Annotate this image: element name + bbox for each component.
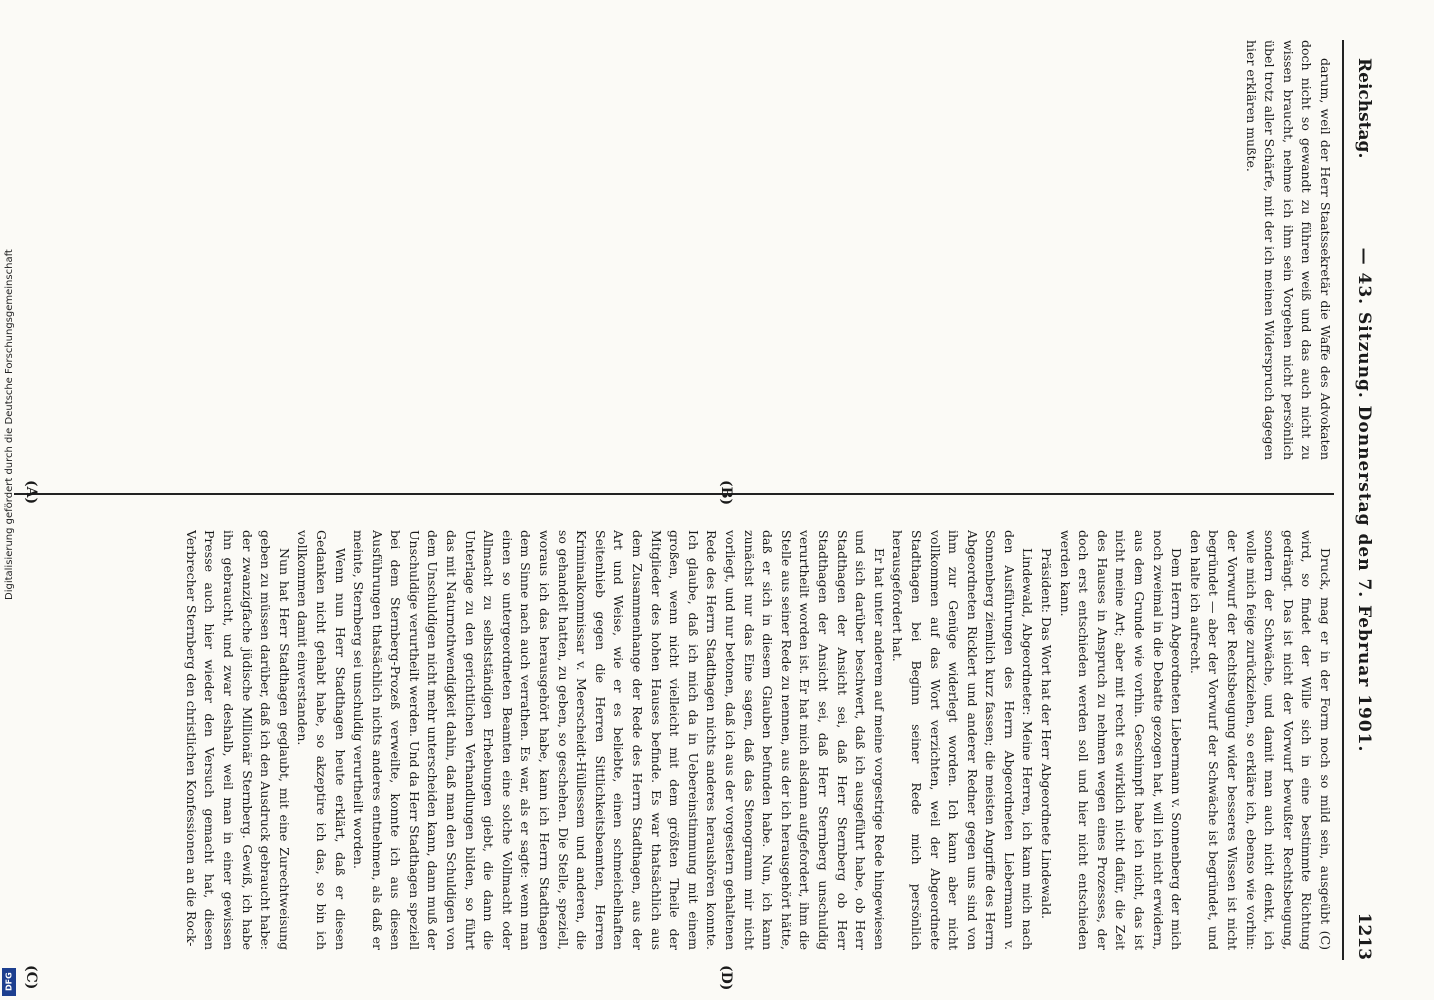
margin-marker-d: (D) (718, 965, 734, 991)
text-column-left (14, 40, 1334, 460)
paragraph: Dem Herrn Abgeordneten Liebermann v. Sonnenberg der mich noch zweimal in die Debatte gezogen hat, will ich nicht erwidern, aus dem Grunde wie vorhin. Geschimpft habe ich nicht, das ist nicht meine Art; aber mit recht es wirklich nicht dafür, die Zeit des Hauses in Anspruch zu nehmen wegen eines Prozesses, der doch erst entschieden werden soll und hier nicht entschieden werden kann. (1057, 530, 1185, 950)
dfg-logo: DFG (2, 968, 16, 996)
paragraph: Druck, mag er in der Form noch so mild sein, ausgeübt (C) wird, so findet der Wille sich in eine bestimmte Richtung gedrängt. Das ist nicht der Vorwurf bewußter Rechtsbeugung, sondern der Schwäche, und damit man auch nicht denkt, ich wolle mich feige zurückziehen, so erkläre ich, ebenso wie vorhin: der Vorwurf der Rechtsbeugung wider besseres Wissen ist nicht begründet — aber der Vorwurf der Schwäche ist begründet, und den halte ich aufrecht. (1187, 530, 1333, 950)
margin-marker-c: (C) (23, 965, 39, 990)
header-title: Reichstag. (1354, 58, 1374, 159)
header-session: — 43. Sitzung. Donnerstag den 7. Februar 1901. (1354, 247, 1374, 753)
paragraph: Präsident: Das Wort hat der Herr Abgeordnete Lindewald. (1039, 548, 1055, 919)
paragraph: darum, weil der Herr Staatssekretär die Waffe des Advokaten doch nicht so gewandt zu führen weiß und das auch nicht zu wissen braucht, nehme ich ihm sein Vorgehen nicht persönlich übel trotz aller Schärfe, mit der ich meinen Widerspruch dagegen hier erklären mußte. (1243, 40, 1333, 460)
paragraph: Er hat unter anderem auf meine vorgestrige Rede hingewiesen und sich darüber beschwert, daß ich ausgeführt habe, ob Herr Stadthagen der Ansicht sei, daß Herr Sternberg ob Herr Stadthagen der Ansicht sei, daß Herr Sternberg unschuldig verurtheilt worden ist. Er hat mich alsdann aufgefordert, ihm die Stelle aus seiner Rede zu nennen, aus der ich herausgehört hätte, daß er sich in diesem Glauben befunden habe. Nun, ich kann zunächst nur das Eine sagen, daß das Stenogramm mir nicht vorliegt, und nur betonen, daß ich aus der vorgestern gehaltenen Rede des Herrn Stadthagen nichts anderes heraushören konnte. Ich glaube, daß ich mich da in Uebereinstimmung mit einem großen, wenn nicht vielleicht mit dem größten Theile der Mitglieder des hohen Hauses befinde. Es war thatsächlich aus dem Zusammenhange der Rede des Herrn Stadthagen, aus der Art und Weise, wie er es beliebte, einen schmeichelhaften Seitenhieb gegen die Herren Sittlichkeitsbeamten, Herren Kriminalkommissar v. Meerscheidt-Hüllessem und anderen, die so gehandelt hatten, zu geben, so geschehen. Die Stelle, speziell, woraus ich das herausgehört habe, kann ich Herrn Stadthagen dem Sinne nach auch verrathen. Es war, als er sagte: wenn man einen so untergeordneten Beamten eine solche Vollmacht oder Allmacht zu selbstständigen Erhebungen giebt, die dann die Unterlage zu den gerichtlichen Verhandlungen bilden, so führt das mit Naturnothwendigkeit dahin, daß man den Schuldigen von dem Unschuldigen nicht mehr unterscheiden kann, dann muß der Unschuldige verurtheilt werden. Und da Herr Stadthagen speziell bei dem Sternberg-Prozeß verweilte, konnte ich aus diesen Ausführungen thatsächlich nichts anderes entnehmen, als daß er meinte, Sternberg sei unschuldig verurtheilt worden. (351, 530, 887, 950)
running-header (1348, 40, 1374, 960)
column-divider (14, 493, 1334, 495)
paragraph: Lindewald, Abgeordneter: Meine Herren, ich kann mich nach den Ausführungen des Herrn Abgeordneten Liebermann v. Sonnenberg ziemlich kurz fassen; die meisten Angriffe des Herrn Abgeordneten Ricklert und anderer Redner gegen uns sind von ihm zur Genüge widerlegt worden. Ich kann aber nicht vollkommen auf das Wort verzichten, weil der Abgeordnete Stadthagen bei Beginn seiner Rede mich persönlich herausgefordert hat. (890, 530, 1036, 950)
funding-note: Digitalisierung gefördert durch die Deutsche Forschungsgemeinschaft (4, 249, 15, 600)
text-column-right (14, 530, 1334, 950)
paragraph: Nun hat Herr Stadthagen geglaubt, mit eine Zurechtweisung geben zu müssen darüber, daß ich den Ausdruck gebraucht habe: der zwanzigfache jüdische Millionär Sternberg. Gewiß, ich habe ihn gebraucht, und zwar deshalb, weil man in einer gewissen Presse auch hier wieder den Versuch gemacht hat, diesen Verbrecher Sternberg den christlichen Konfessionen an die Rock- (183, 530, 292, 950)
page-number: 1213 (1354, 912, 1374, 960)
margin-marker-b: (B) (718, 480, 734, 506)
paragraph: Wenn nun Herr Stadthagen heute erklärt, daß er diesen Gedanken nicht gehabt habe, so akzeptire ich das, so bin ich vollkommen damit einverstanden. (295, 530, 348, 950)
header-rule (1342, 40, 1344, 960)
margin-marker-a: (A) (23, 480, 39, 505)
